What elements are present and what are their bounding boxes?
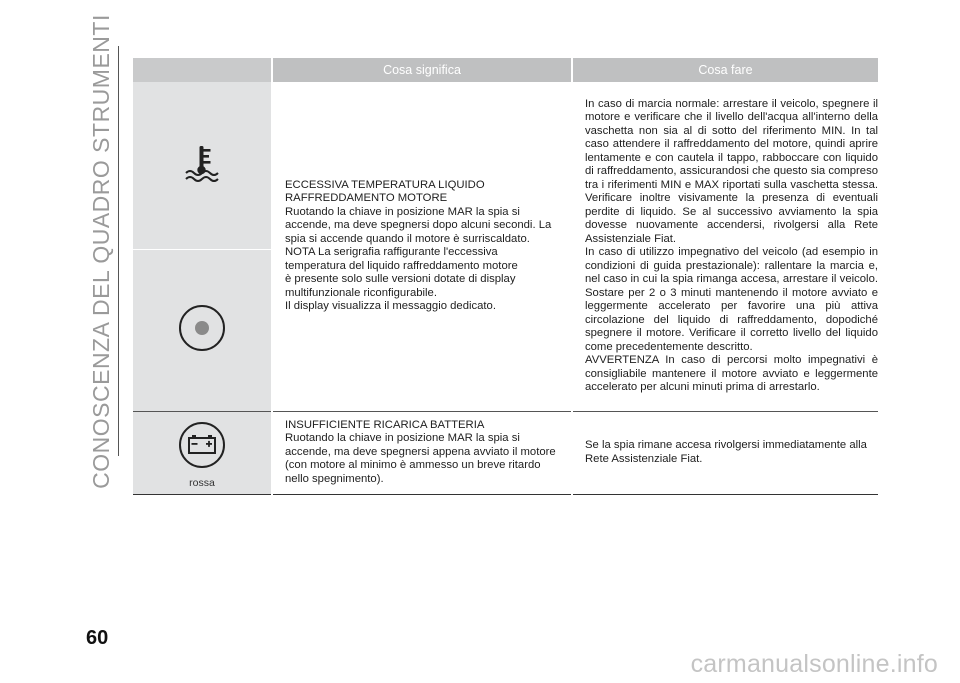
icon-caption: rossa [189,477,215,489]
meaning-text: ECCESSIVA TEMPERATURA LIQUIDO RAFFREDDAMENTO MOTORE Ruotando la chiave in posizione MAR la spia si accende, ma deve spegnersi dopo alcuni secondi. La spia si accende quando il motore è surriscaldato. NOTA La serigrafia raffigurante l'eccessiva temperatura del liquido raffreddamento motore è presente solo sulle versioni dotate di display multifunzionale riconfigurabile. Il display visualizza il messaggio dedicato. [285,178,552,313]
table-header-row [133,58,878,82]
section-title-sidebar [84,13,119,489]
meaning-cell [272,82,572,411]
section-title: CONOSCENZA DEL QUADRO STRUMENTI [87,13,114,489]
page-number: 60 [86,627,109,649]
meaning-text: INSUFFICIENTE RICARICA BATTERIA Ruotando la chiave in posizione MAR la spia si accende, ma deve spegnersi appena avviato il motore (con motore al minimo è ammesso un breve ritardo nello spegnimento). [285,418,556,485]
round-warning-light-icon [178,304,226,352]
icon-cell [133,82,272,249]
warning-lights-table [133,58,878,495]
header-icon-column [133,58,272,82]
header-action: Cosa fare [572,58,878,82]
action-text: Se la spia rimane accesa rivolgersi immediatamente alla Rete Assistenziale Fiat. [585,439,867,465]
icon-cell [133,249,272,411]
table-row [133,82,878,249]
coolant-temperature-icon [183,143,221,183]
watermark: carmanualsonline.info [690,650,938,678]
meaning-cell [272,411,572,494]
action-cell [572,411,878,494]
header-meaning: Cosa significa [272,58,572,82]
icon-cell [133,411,272,494]
battery-icon [178,421,226,469]
table-row [133,411,878,494]
action-text: In caso di marcia normale: arrestare il veicolo, spegnere il motore e verificare che il livello dell'acqua all'interno della vaschetta non sia al di sotto del riferimento MIN. In tal caso attendere il raffreddamento del motore, quindi aprire lentamente e con cautela il tappo, rabboccare con liquido di raffreddamento, assicurandosi che questo sia compreso tra i riferimenti MIN e MAX riportati sulla vaschetta stessa. Verificare inoltre visivamente la presenza di eventuali perdite di liquido. Se al successivo avviamento la spia dovesse nuovamente accendersi, rivolgersi alla Rete Assistenziale Fiat. In caso di utilizzo impegnativo del veicolo (ad esempio in condizioni di guida prestazionale): rallentare la marcia e, nel caso in cui la spia rimanga accesa, arrestare il veicolo. Sostare per 2 o 3 minuti mantenendo il motore avviato e leggermente accelerato per favorire una più attiva circolazione del liquido di raffreddamento, dopodiché spegnere il motore. Verificare il corretto livello del liquido come precedentemente descritto. AVVERTENZA In caso di percorsi molto impegnativi è consigliabile mantenere il motore avviato e leggermente accelerato per alcuni minuti prima di arrestarlo. [585,97,878,394]
action-cell [572,82,878,411]
